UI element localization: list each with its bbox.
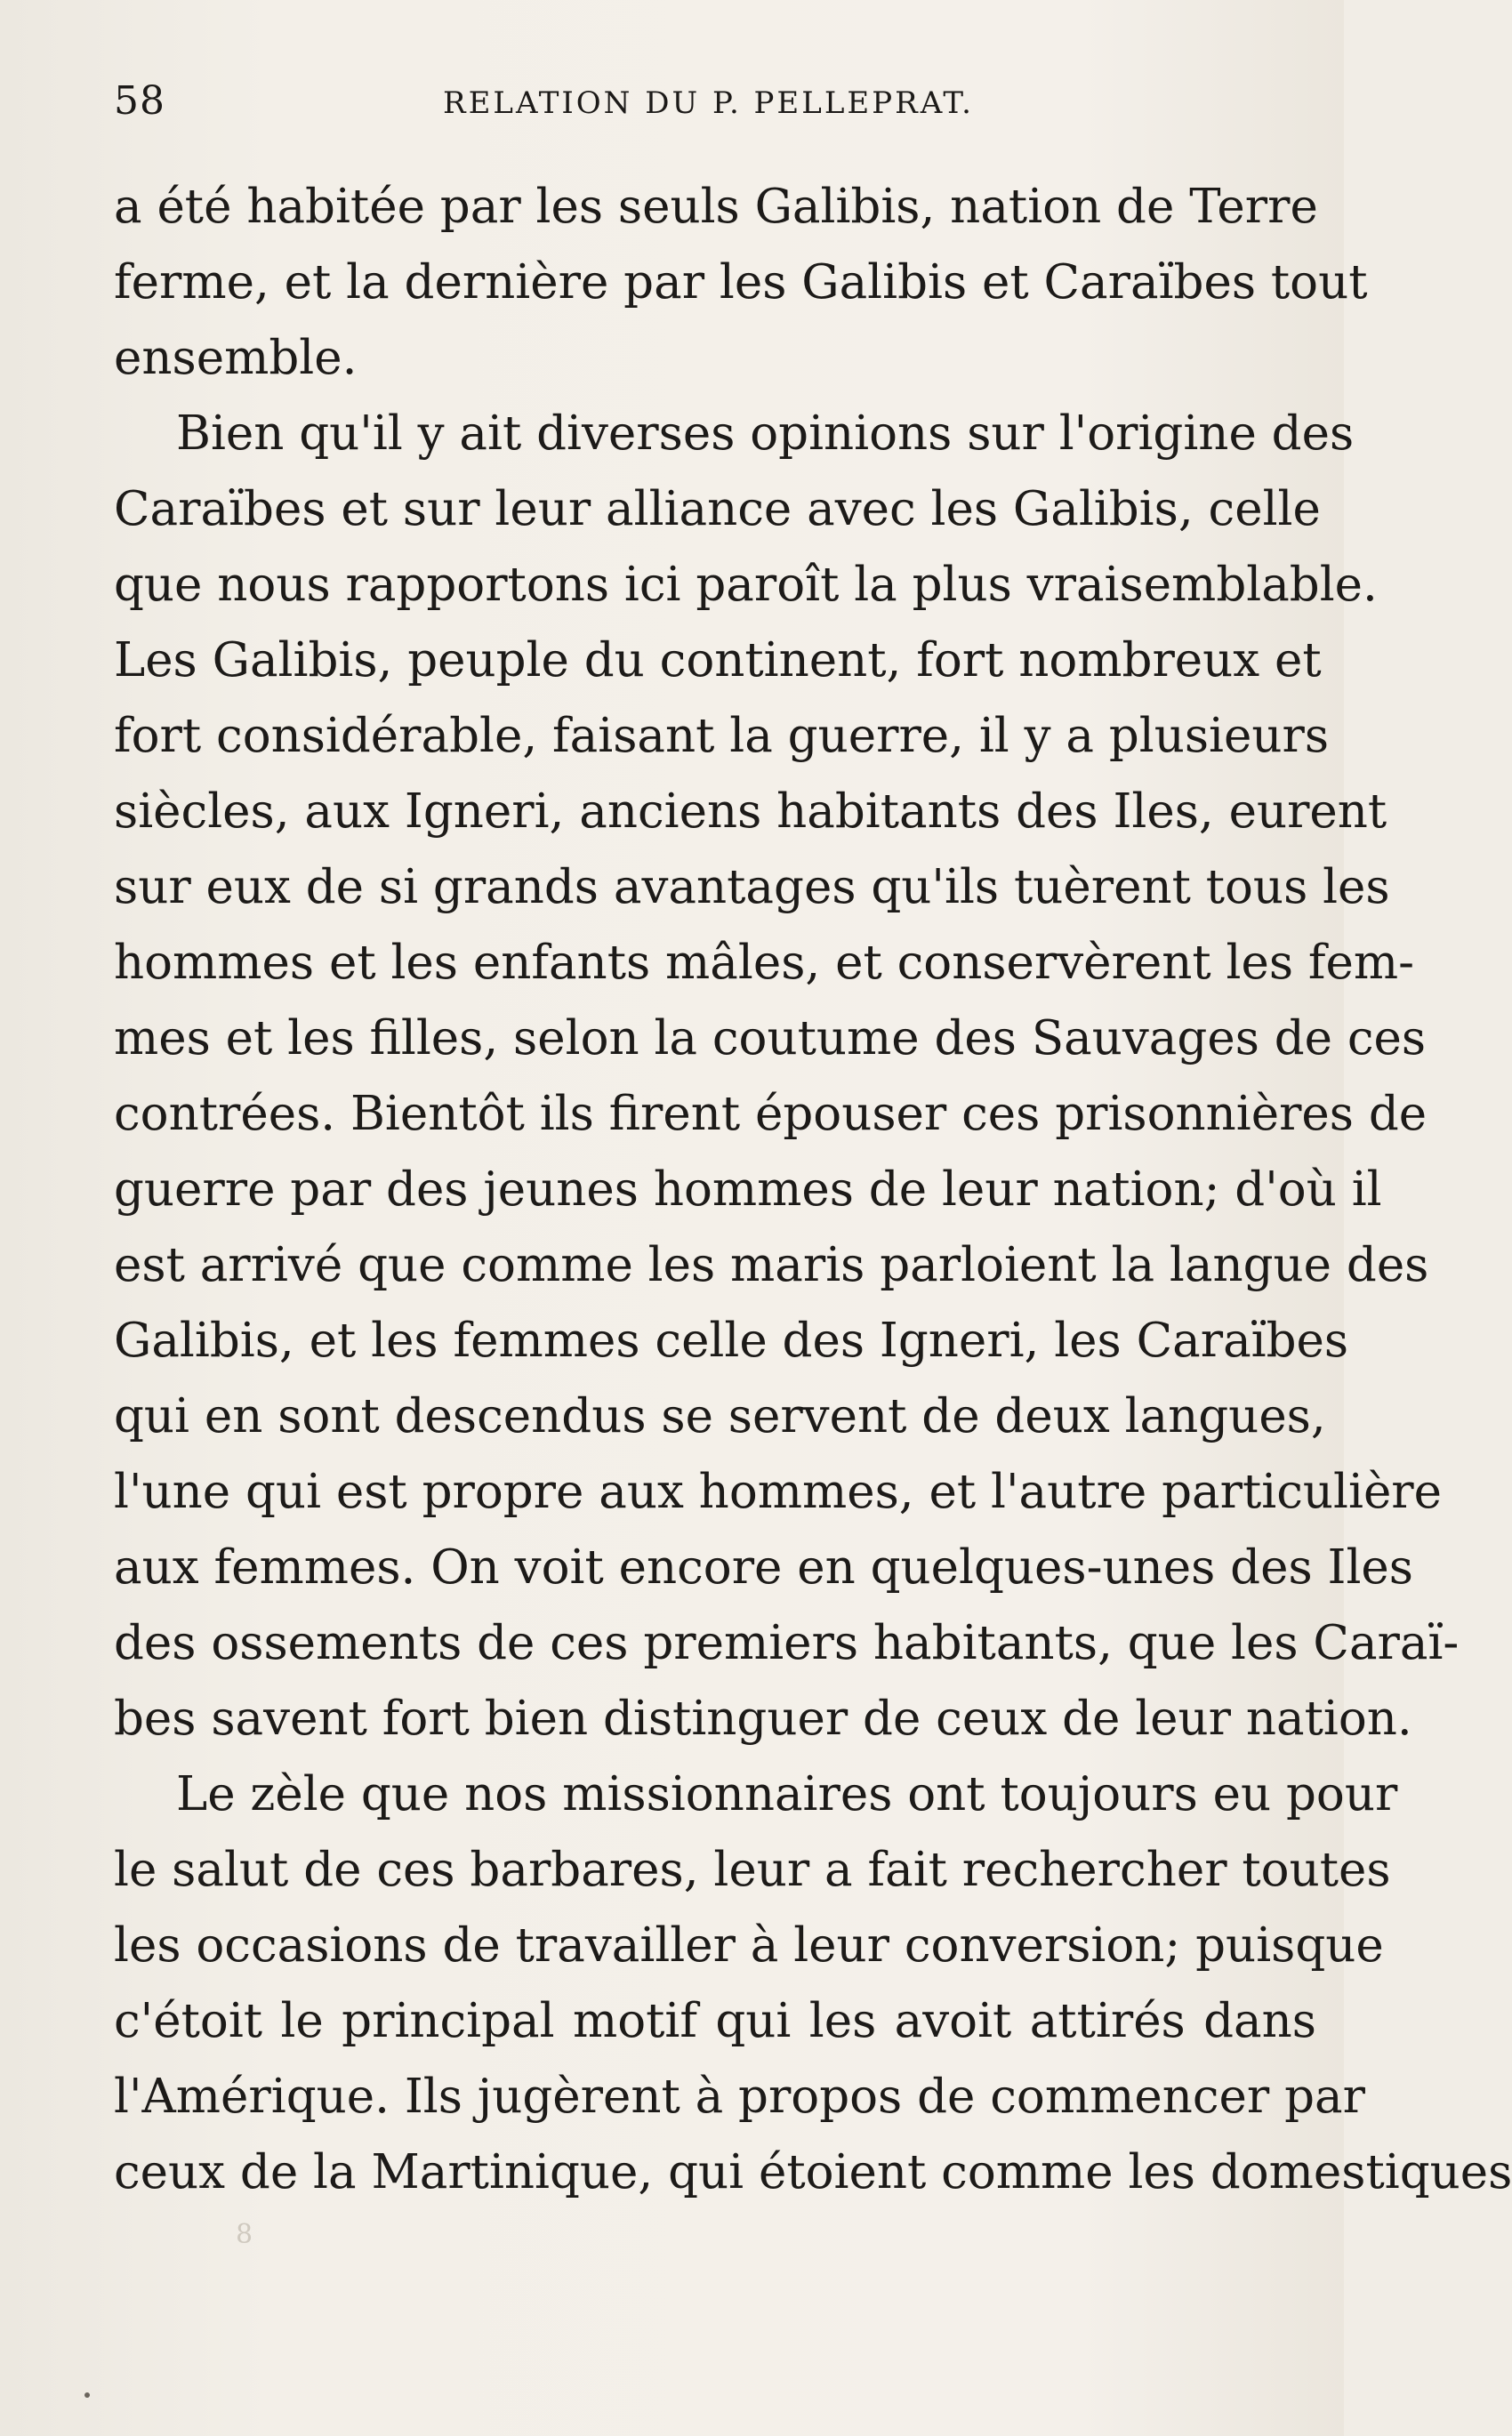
faint-signature-mark: 8 bbox=[236, 2219, 253, 2250]
text-line: l'Amérique. Ils jugèrent à propos de commencer par bbox=[114, 2070, 1365, 2124]
text-line: est arrivé que comme les maris parloient la langue des bbox=[114, 1238, 1429, 1292]
text-line: aux femmes. On voit encore en quelques-unes des Iles bbox=[114, 1540, 1413, 1595]
text-line: a été habitée par les seuls Galibis, nation de Terre bbox=[114, 180, 1318, 234]
body-text bbox=[114, 169, 1512, 2210]
text-line: mes et les filles, selon la coutume des Sauvages de ces bbox=[114, 1011, 1427, 1065]
text-line: fort considérable, faisant la guerre, il y a plusieurs bbox=[114, 709, 1330, 763]
page-number: 58 bbox=[114, 78, 165, 124]
text-line: contrées. Bientôt ils firent épouser ces prisonnières de bbox=[114, 1087, 1428, 1141]
text-line: Les Galibis, peuple du continent, fort nombreux et bbox=[114, 633, 1322, 687]
text-line: c'étoit le principal motif qui les avoit attirés dans bbox=[114, 1994, 1316, 2048]
page-header bbox=[114, 78, 1315, 132]
text-line: ceux de la Martinique, qui étoient comme les domestiques bbox=[114, 2145, 1512, 2199]
text-line: le salut de ces barbares, leur a fait rechercher toutes bbox=[114, 1843, 1391, 1897]
text-line: des ossements de ces premiers habitants, que les Caraï- bbox=[114, 1616, 1460, 1670]
text-line: ferme, et la dernière par les Galibis et Caraïbes tout bbox=[114, 255, 1368, 310]
text-line: bes savent fort bien distinguer de ceux de leur nation. bbox=[114, 1692, 1412, 1746]
running-head: RELATION DU P. PELLEPRAT. bbox=[443, 85, 974, 121]
text-line: les occasions de travailler à leur conversion; puisque bbox=[114, 1918, 1384, 1973]
text-line: siècles, aux Igneri, anciens habitants des Iles, eurent bbox=[114, 784, 1387, 839]
text-line: ensemble. bbox=[114, 331, 358, 385]
text-line: sur eux de si grands avantages qu'ils tuèrent tous les bbox=[114, 860, 1390, 914]
text-line: Caraïbes et sur leur alliance avec les Galibis, celle bbox=[114, 482, 1321, 536]
text-line: que nous rapportons ici paroît la plus vraisemblable. bbox=[114, 558, 1378, 612]
text-line: hommes et les enfants mâles, et conservèrent les fem- bbox=[114, 936, 1415, 990]
text-line: Galibis, et les femmes celle des Igneri, les Caraïbes bbox=[114, 1314, 1349, 1368]
ink-speck bbox=[84, 2392, 90, 2398]
paragraph-start-line: Bien qu'il y ait diverses opinions sur l'origine des bbox=[176, 406, 1355, 461]
text-line: l'une qui est propre aux hommes, et l'autre particulière bbox=[114, 1465, 1443, 1519]
text-line: qui en sont descendus se servent de deux langues, bbox=[114, 1389, 1326, 1443]
paragraph-start-line: Le zèle que nos missionnaires ont toujours eu pour bbox=[176, 1767, 1398, 1821]
text-line: guerre par des jeunes hommes de leur nation; d'où il bbox=[114, 1162, 1382, 1217]
